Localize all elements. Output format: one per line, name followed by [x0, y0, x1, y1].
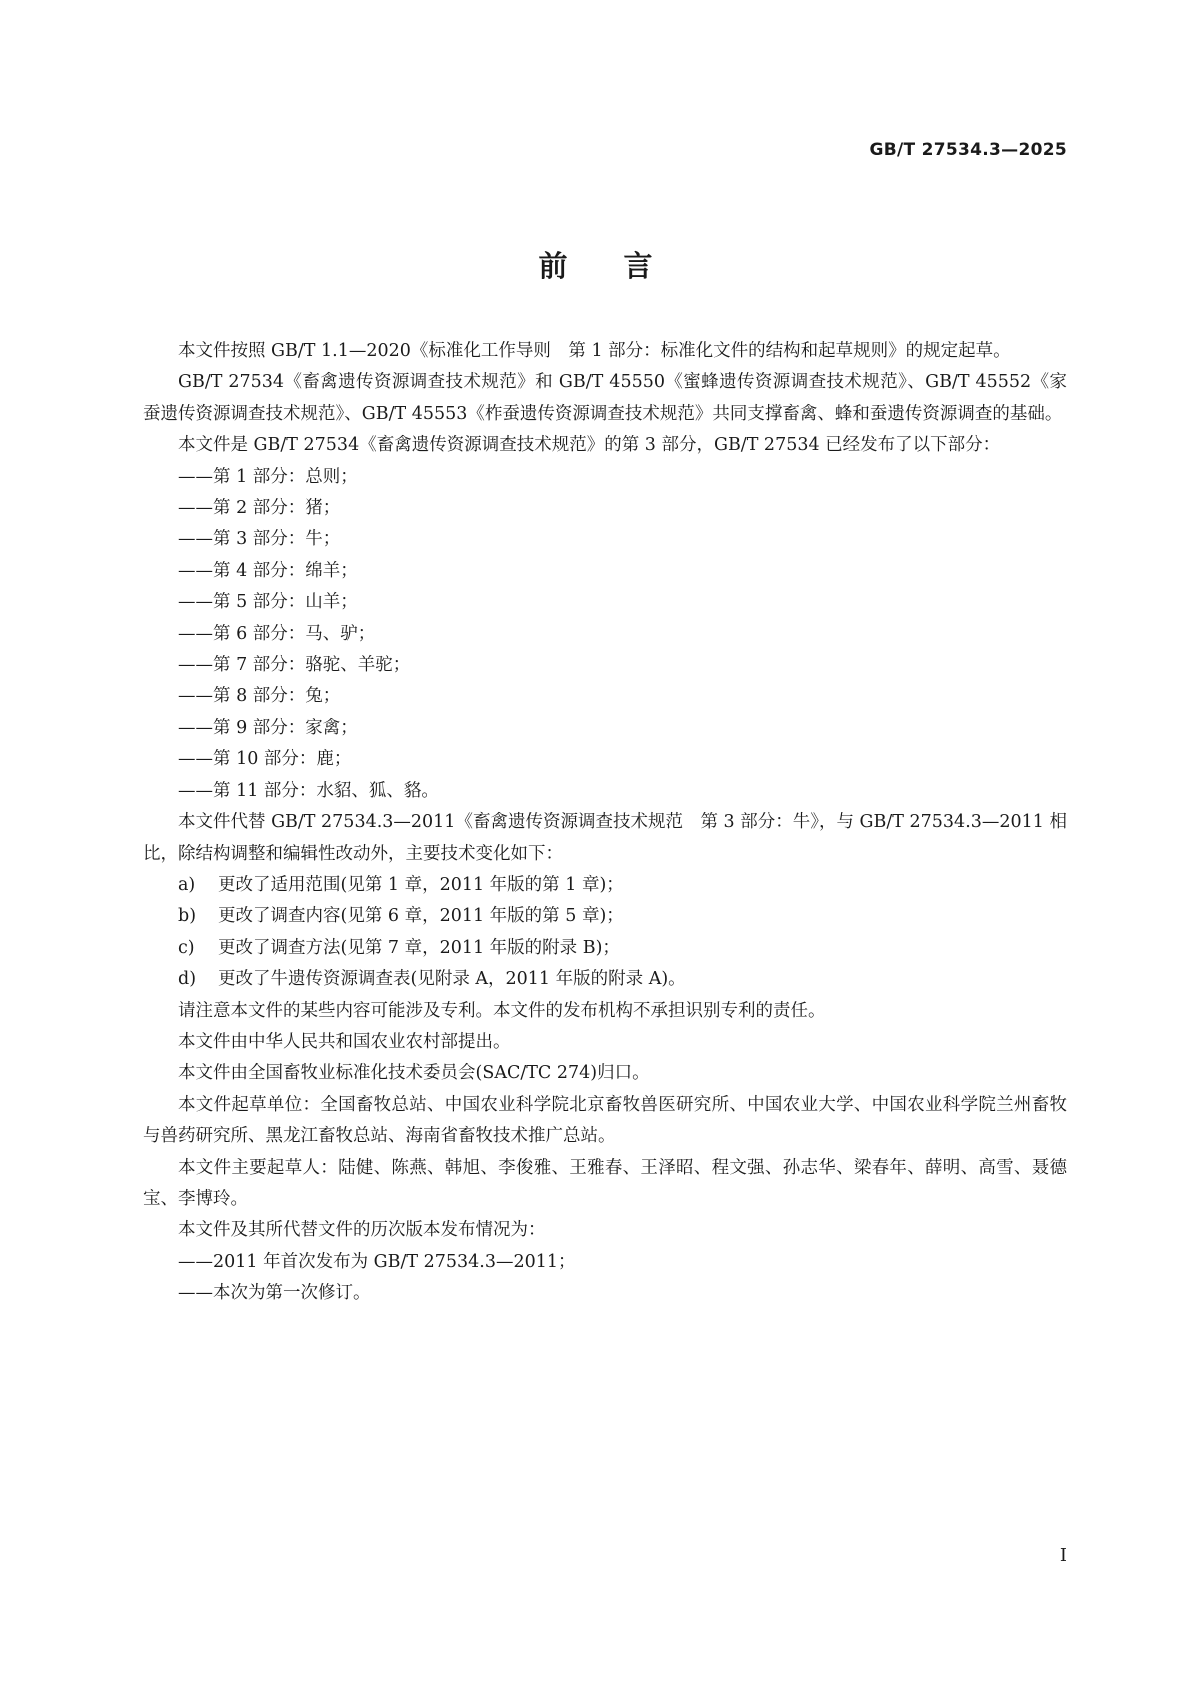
- change-text: 更改了牛遗传资源调查表(见附录 A，2011 年版的附录 A)。: [218, 969, 686, 990]
- change-list-item: [143, 901, 1067, 932]
- part-list-item: ——第 10 部分：鹿；: [178, 749, 352, 770]
- change-label: d): [178, 969, 197, 990]
- page-title: [0, 244, 1191, 285]
- change-list-item: [143, 870, 1067, 901]
- part-list-item: ——第 9 部分：家禽；: [178, 717, 358, 738]
- change-list-item: [143, 964, 1067, 995]
- part-list-item: ——第 11 部分：水貂、狐、貉。: [178, 780, 439, 801]
- paragraph-proposer: 本文件由中华人民共和国农业农村部提出。: [178, 1031, 511, 1052]
- title-char-1: 前: [538, 249, 568, 283]
- title-char-2: 言: [623, 249, 653, 283]
- change-label: b): [178, 906, 197, 927]
- part-list-item: ——第 1 部分：总则；: [178, 466, 358, 487]
- history-list-item: ——本次为第一次修订。: [178, 1283, 371, 1304]
- foreword-body: [143, 336, 1067, 1310]
- standard-code: GB/T 27534.3—2025: [869, 140, 1067, 160]
- paragraph-part-info: 本文件是 GB/T 27534《畜禽遗传资源调查技术规范》的第 3 部分，GB/T 27534 已经发布了以下部分：: [178, 435, 1001, 456]
- part-list-item: ——第 7 部分：骆驼、羊驼；: [178, 655, 411, 676]
- change-text: 更改了调查内容(见第 6 章，2011 年版的第 5 章)；: [218, 906, 624, 927]
- part-list-item: ——第 2 部分：猪；: [178, 498, 341, 519]
- paragraph-related-standards: GB/T 27534《畜禽遗传资源调查技术规范》和 GB/T 45550《蜜蜂遗传资源调查技术规范》、GB/T 45552《家蚕遗传资源调查技术规范》、GB/T 45553《柞蚕遗传资源调查技术规范》共同支撑畜禽、蜂和蚕遗传资源调查的基础。: [143, 372, 1067, 424]
- part-list-item: ——第 3 部分：牛；: [178, 529, 341, 550]
- history-list-item: ——2011 年首次发布为 GB/T 27534.3—2011；: [178, 1251, 576, 1272]
- paragraph-drafters: 本文件主要起草人：陆健、陈燕、韩旭、李俊雅、王雅春、王泽昭、程文强、孙志华、梁春年、薛明、高雪、聂德宝、李博玲。: [143, 1157, 1067, 1209]
- page-number: I: [1059, 1545, 1067, 1566]
- paragraph-drafting-units: 本文件起草单位：全国畜牧总站、中国农业科学院北京畜牧兽医研究所、中国农业大学、中国农业科学院兰州畜牧与兽药研究所、黑龙江畜牧总站、海南省畜牧技术推广总站。: [143, 1094, 1067, 1147]
- change-list-item: [143, 933, 1067, 964]
- change-text: 更改了适用范围(见第 1 章，2011 年版的第 1 章)；: [218, 874, 624, 895]
- part-list-item: ——第 5 部分：山羊；: [178, 592, 358, 613]
- paragraph-patent-notice: 请注意本文件的某些内容可能涉及专利。本文件的发布机构不承担识别专利的责任。: [178, 1000, 826, 1021]
- part-list-item: ——第 4 部分：绵羊；: [178, 560, 358, 581]
- change-label: c): [178, 937, 195, 958]
- change-text: 更改了调查方法(见第 7 章，2011 年版的附录 B)；: [218, 937, 620, 958]
- paragraph-history-intro: 本文件及其所代替文件的历次版本发布情况为：: [178, 1220, 546, 1241]
- paragraph-replacement: 本文件代替 GB/T 27534.3—2011《畜禽遗传资源调查技术规范 第 3 部分：牛》，与 GB/T 27534.3—2011 相比，除结构调整和编辑性改动外，主要技术变化如下：: [143, 812, 1067, 864]
- paragraph-drafting-rules: 本文件按照 GB/T 1.1—2020《标准化工作导则 第 1 部分：标准化文件的结构和起草规则》的规定起草。: [178, 341, 1011, 361]
- paragraph-committee: 本文件由全国畜牧业标准化技术委员会(SAC/TC 274)归口。: [178, 1063, 650, 1084]
- part-list-item: ——第 6 部分：马、驴；: [178, 623, 376, 644]
- change-label: a): [178, 874, 196, 895]
- part-list-item: ——第 8 部分：兔；: [178, 686, 341, 707]
